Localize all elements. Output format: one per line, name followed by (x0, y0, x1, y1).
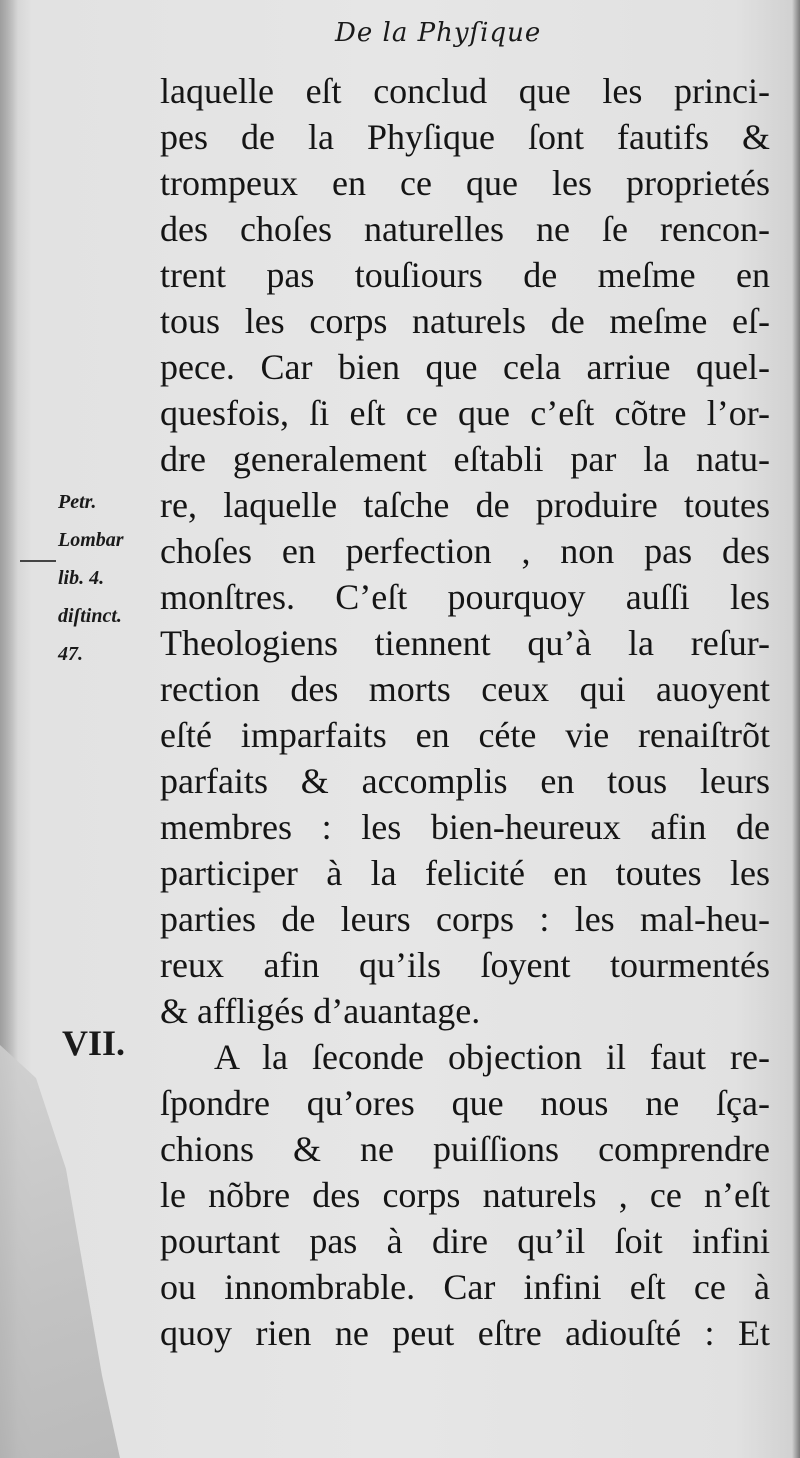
text-line: chions & ne puiſſions comprendre (160, 1129, 770, 1169)
text-line: tous les corps naturels de meſme eſ- (160, 301, 770, 341)
text-line: monſtres. C’eſt pourquoy auſſi les (160, 577, 770, 617)
text-line: A la ſeconde objection il faut re- (214, 1037, 770, 1077)
running-head: De la Phyſique (335, 18, 542, 48)
text-line: pourtant pas à dire qu’il ſoit infini (160, 1221, 770, 1261)
text-line: trompeux en ce que les proprietés (160, 163, 770, 203)
text-line: choſes en perfection , non pas des (160, 531, 770, 571)
margin-note-line: 47. (58, 643, 83, 665)
margin-note-line: Petr. (58, 491, 97, 513)
text-line: parfaits & accomplis en tous leurs (160, 761, 770, 801)
section-number: VII. (62, 1023, 126, 1063)
text-line: quesfois, ſi eſt ce que c’eſt cõtre l’or- (160, 393, 770, 433)
text-line: participer à la felicité en toutes les (160, 853, 770, 893)
text-line: reux afin qu’ils ſoyent tourmentés (160, 945, 770, 985)
text-line: des choſes naturelles ne ſe rencon- (160, 209, 770, 249)
text-line: laquelle eſt conclud que les princi- (160, 71, 770, 111)
text-line: pece. Car bien que cela arriue quel- (160, 347, 770, 387)
body-text (160, 68, 770, 1356)
text-line: ſpondre qu’ores que nous ne ſça- (160, 1083, 770, 1123)
text-line: eſté imparfaits en céte vie renaiſtrõt (160, 715, 770, 755)
text-line: quoy rien ne peut eſtre adiouſté : Et (160, 1313, 770, 1353)
text-line: dre generalement eſtabli par la natu- (160, 439, 770, 479)
text-line: rection des morts ceux qui auoyent (160, 669, 770, 709)
text-line: trent pas touſiours de meſme en (160, 255, 770, 295)
text-line: Theologiens tiennent qu’à la reſur- (160, 623, 770, 663)
text-line: & affligés d’auantage. (160, 991, 481, 1031)
text-line: le nõbre des corps naturels , ce n’eſt (160, 1175, 770, 1215)
text-line: parties de leurs corps : les mal-heu- (160, 899, 770, 939)
page-torn-corner (0, 1045, 120, 1458)
text-line: ou innombrable. Car infini eſt ce à (160, 1267, 770, 1307)
page-edge-shadow (792, 0, 800, 1458)
text-line: re, laquelle taſche de produire toutes (160, 485, 770, 525)
text-line: membres : les bien-heureux afin de (160, 807, 770, 847)
text-line: pes de la Phyſique ſont fautifs & (160, 117, 770, 157)
margin-rule (20, 560, 56, 562)
margin-note-line: lib. 4. (58, 567, 105, 589)
margin-note-line: Lombar (58, 529, 124, 551)
margin-note-line: diſtinct. (58, 605, 122, 627)
